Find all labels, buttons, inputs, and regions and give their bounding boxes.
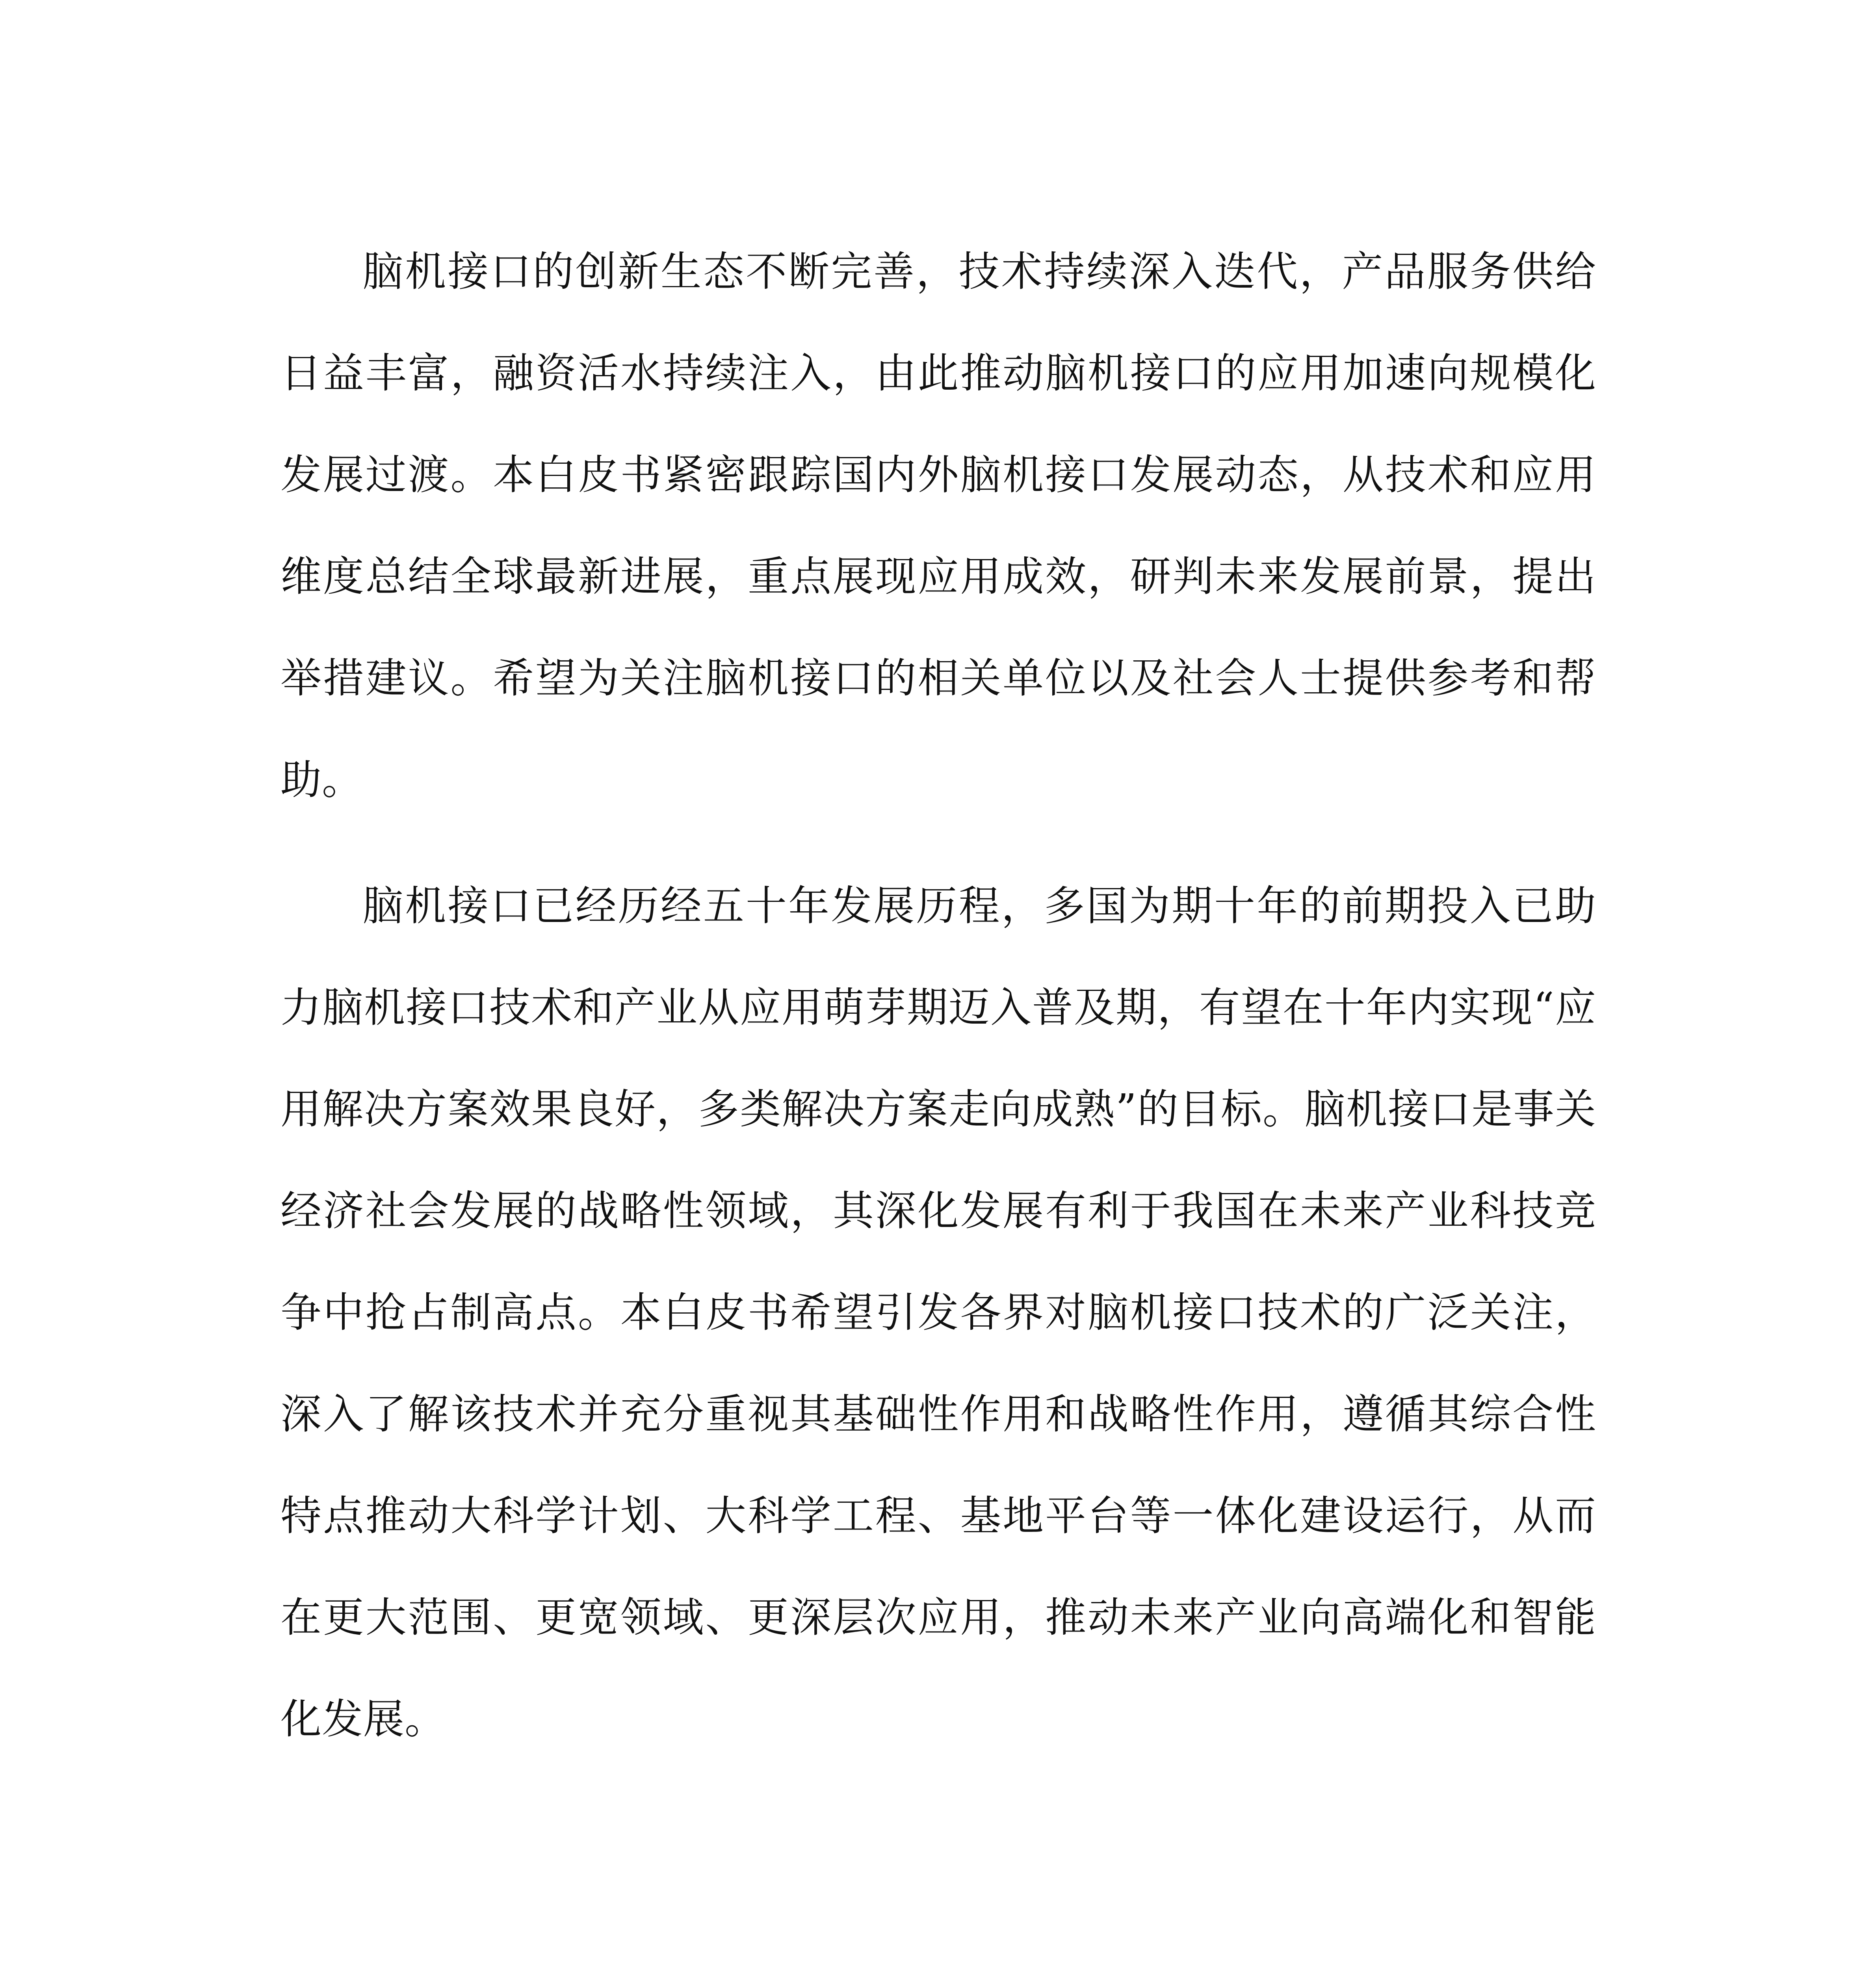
body-text: [280, 221, 1596, 1770]
paragraph-2: 脑机接口已经历经五十年发展历程，多国为期十年的前期投入已助力脑机接口技术和产业从应用萌芽期迈入普及期，有望在十年内实现“应用解决方案效果良好，多类解决方案走向成熟”的目标。脑机接口是事关经济社会发展的战略性领域，其深化发展有利于我国在未来产业科技竞争中抢占制高点。本白皮书希望引发各界对脑机接口技术的广泛关注，深入了解该技术并充分重视其基础性作用和战略性作用，遵循其综合性特点推动大科学计划、大科学工程、基地平台等一体化建设运行，从而在更大范围、更宽领域、更深层次应用，推动未来产业向高端化和智能化发展。: [280, 882, 1596, 1743]
paragraph-1: 脑机接口的创新生态不断完善，技术持续深入迭代，产品服务供给日益丰富，融资活水持续注入，由此推动脑机接口的应用加速向规模化发展过渡。本白皮书紧密跟踪国内外脑机接口发展动态，从技术和应用维度总结全球最新进展，重点展现应用成效，研判未来发展前景，提出举措建议。希望为关注脑机接口的相关单位以及社会人士提供参考和帮助。: [280, 247, 1596, 804]
